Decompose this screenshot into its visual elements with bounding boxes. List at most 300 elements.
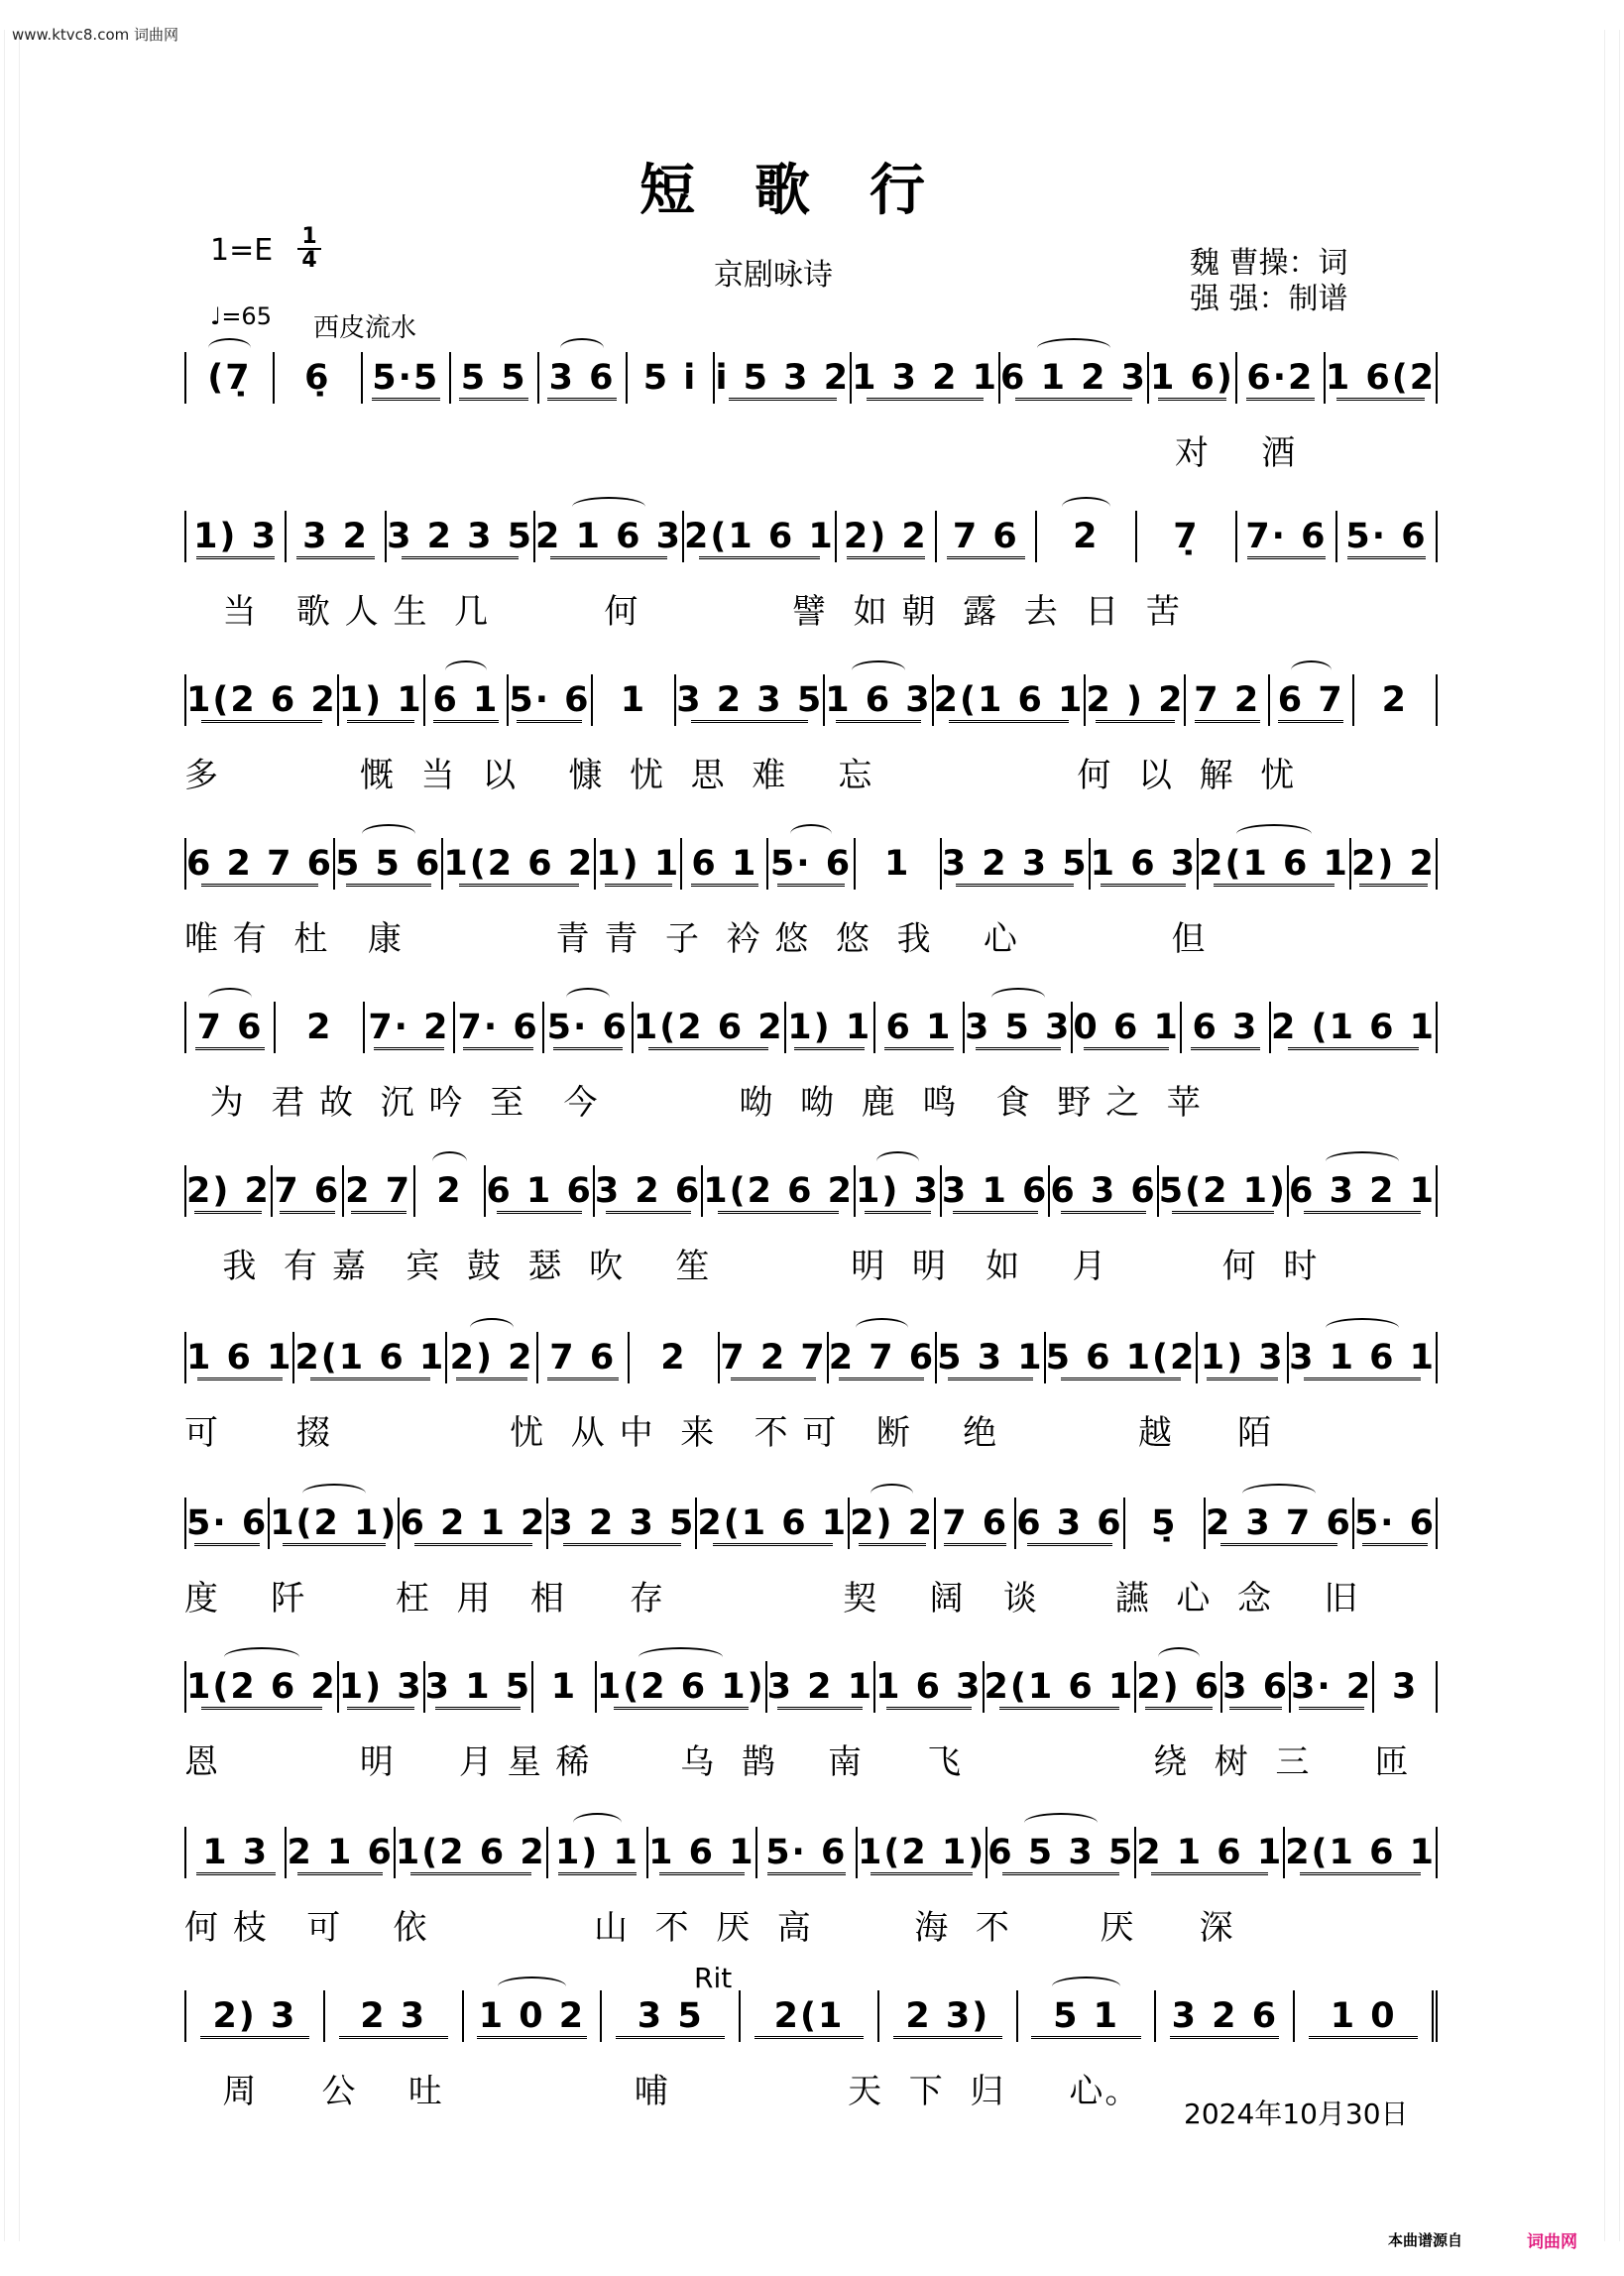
measure <box>1237 352 1326 404</box>
measure-notes: 1) 3 <box>338 1667 423 1707</box>
measure-notes: 7 6 <box>942 1503 1009 1543</box>
measure-notes: 5 i <box>642 358 698 398</box>
beam-underline <box>859 1543 926 1546</box>
measure <box>273 1165 344 1217</box>
measure-notes: 1(2 6 2 <box>443 844 595 884</box>
measure <box>768 838 855 890</box>
measure <box>875 1661 984 1713</box>
measure-notes: 2 <box>1073 517 1100 556</box>
slur-arc <box>560 338 603 358</box>
beam-underline <box>999 1707 1119 1710</box>
tempo-marking: ♩=65 <box>210 302 272 330</box>
beam-underline <box>195 1047 266 1050</box>
beam-underline <box>1214 884 1334 887</box>
beam-underline <box>1347 556 1426 559</box>
beam-underline <box>893 2036 1002 2039</box>
notes-line <box>184 838 1438 890</box>
slur-arc <box>856 1318 909 1338</box>
measure <box>1000 352 1149 404</box>
beam-underline <box>197 1378 283 1380</box>
measure-notes: 1 3 <box>202 1833 270 1872</box>
measure <box>186 511 287 562</box>
measure-notes: 7· 2 <box>368 1008 450 1047</box>
measure-notes: 5· 6 <box>186 1503 269 1543</box>
measure <box>344 1165 415 1217</box>
notes-line <box>184 1827 1438 1878</box>
lyric-line: 可 掇 忧 从 中 来 不 可 断 绝 越 陌 <box>184 1413 1273 1453</box>
beam-underline <box>865 1211 932 1214</box>
left-margin-strip <box>4 30 20 2241</box>
measure <box>741 1990 879 2042</box>
measure-notes: 1) 1 <box>787 1008 872 1047</box>
notes-line <box>184 674 1438 726</box>
lyric-line: 为 君 故 沉 吟 至 今 呦 呦 鹿 鸣 食 野 之 苹 <box>184 1083 1203 1123</box>
beam-underline <box>1061 1378 1181 1380</box>
measure <box>1182 1002 1271 1053</box>
page-title: 短歌行 <box>639 159 985 223</box>
beam-underline <box>1031 2036 1140 2039</box>
measure <box>837 511 937 562</box>
measure <box>1037 511 1137 562</box>
slur-arc <box>1326 1151 1399 1171</box>
measure-notes: 5· 6 <box>765 1833 848 1872</box>
site-watermark: www.ktvc8.com 词曲网 <box>12 26 179 44</box>
measure-notes: 2 <box>1381 680 1408 720</box>
measure <box>325 1990 464 2042</box>
notes-line <box>184 1165 1438 1217</box>
slur-arc <box>876 1151 918 1171</box>
measure <box>539 352 628 404</box>
measure-notes: 2(1 6 1 <box>294 1338 446 1378</box>
measure <box>942 838 1091 890</box>
measure-notes: 5· 6 <box>1353 1503 1437 1543</box>
slur-arc <box>302 1484 367 1503</box>
beam-underline <box>884 1047 955 1050</box>
measure-notes: 6 2 1 2 <box>400 1503 547 1543</box>
measure-notes: 2 1 6 <box>287 1833 394 1872</box>
beam-underline <box>1304 1211 1421 1214</box>
measure-notes: 2 1 6 3 <box>535 517 682 556</box>
measure-notes: 7 2 <box>1194 680 1261 720</box>
meter-bottom: 4 <box>297 248 321 272</box>
beam-underline <box>553 1047 624 1050</box>
measure <box>630 1332 721 1383</box>
measure <box>1046 1332 1199 1383</box>
measure <box>335 838 443 890</box>
beam-underline <box>847 556 925 559</box>
measure-notes: 2 7 6 <box>828 1338 936 1378</box>
measure-notes: 5 5 6 <box>334 844 442 884</box>
beam-underline <box>456 1378 527 1380</box>
measure <box>1016 1497 1124 1549</box>
measure-notes: 1 3 2 1 <box>852 358 999 398</box>
beam-underline <box>731 1378 816 1380</box>
measure <box>1354 1497 1438 1549</box>
measure-notes: 2) 2 <box>186 1171 271 1211</box>
slur-arc <box>573 1813 623 1833</box>
beam-underline <box>347 720 414 723</box>
slur-arc <box>208 338 251 358</box>
beam-underline <box>1096 720 1174 723</box>
measure-notes: 7· 6 <box>457 1008 539 1047</box>
slur-arc <box>790 824 833 844</box>
measure <box>684 511 837 562</box>
beam-underline <box>1278 720 1343 723</box>
measure-notes: 7· 6 <box>1245 517 1328 556</box>
measure <box>850 1497 936 1549</box>
measure <box>1198 1332 1289 1383</box>
measure-notes: 5(2 1) <box>1158 1171 1288 1211</box>
rit-marking: Rit <box>694 1962 733 1994</box>
measure-notes: 1 6 3 <box>825 680 932 720</box>
measure <box>544 1002 634 1053</box>
measure <box>852 352 1000 404</box>
beam-underline <box>459 884 579 887</box>
right-margin-strip <box>1604 30 1620 2241</box>
measure <box>509 674 593 726</box>
measure-notes: 5· 6 <box>1345 517 1428 556</box>
lyric-line: 当 歌 人 生 几 何 譬 如 朝 露 去 日 苦 <box>184 592 1182 632</box>
measure <box>455 1002 544 1053</box>
slur-arc <box>470 1318 515 1338</box>
measure <box>425 674 510 726</box>
measure <box>634 1002 786 1053</box>
measure-notes: 1(2 6 2 <box>703 1171 855 1211</box>
beam-underline <box>1195 720 1260 723</box>
slur-arc <box>638 1647 723 1667</box>
measure <box>186 1002 276 1053</box>
beam-underline <box>1304 1378 1421 1380</box>
measure <box>287 1827 395 1878</box>
measure-notes: 6 1 2 3 <box>1000 358 1147 398</box>
measure-notes: 2(1 6 1 <box>1199 844 1349 884</box>
footer-source: 本曲谱源自 <box>1388 2231 1463 2249</box>
measure <box>186 1990 325 2042</box>
slur-arc <box>572 497 645 517</box>
measure-notes: 3 1 6 <box>941 1171 1049 1211</box>
measure-notes: i 5 3 2 <box>715 358 851 398</box>
measure-notes: 2(1 6 1 <box>1285 1833 1436 1872</box>
measure <box>447 1332 538 1383</box>
beam-underline <box>201 1707 321 1710</box>
measure <box>1295 1990 1438 2042</box>
measure-notes: 6 3 2 1 <box>1289 1171 1437 1211</box>
beam-underline <box>699 556 819 559</box>
notes-line <box>184 1661 1438 1713</box>
date: 2024年10月30日 <box>1184 2097 1409 2130</box>
slur-arc <box>1062 497 1111 517</box>
measure-notes: 3 2 <box>302 517 369 556</box>
measure <box>186 674 339 726</box>
measure-notes: 1 6 3 <box>1090 844 1198 884</box>
beam-underline <box>1158 398 1227 401</box>
measure <box>1237 511 1337 562</box>
measure <box>294 1332 447 1383</box>
beam-underline <box>435 1707 521 1710</box>
measure-notes: 1 6 3 <box>875 1667 983 1707</box>
beam-underline <box>201 720 321 723</box>
beam-underline <box>718 1211 838 1214</box>
measure-notes: 3 2 1 <box>766 1667 874 1707</box>
measure <box>1374 1661 1438 1713</box>
slur-arc <box>870 1484 912 1503</box>
measure-notes: 5 5 <box>460 358 527 398</box>
beam-underline <box>1336 398 1425 401</box>
lyric-line: 度 阡 枉 用 相 存 契 阔 谈 讌 心 念 旧 <box>184 1579 1360 1618</box>
measure <box>602 1990 741 2042</box>
measure <box>1285 1827 1438 1878</box>
measure-notes: 2) 2 <box>843 517 928 556</box>
measure <box>186 1332 294 1383</box>
measure-notes: 3 1 6 1 <box>1289 1338 1437 1378</box>
measure-notes: 1(2 6 2 <box>395 1833 546 1872</box>
meter-top: 1 <box>301 224 317 249</box>
measure-notes: 3 2 3 5 <box>941 844 1089 884</box>
measure-notes: 2) 3 <box>212 1996 297 2036</box>
measure <box>1206 1497 1354 1549</box>
measure-notes: 2 3) <box>905 1996 990 2036</box>
measure-notes: 6 1 6 <box>486 1171 593 1211</box>
measure <box>715 352 852 404</box>
measure-notes: 6 3 6 <box>1016 1503 1123 1543</box>
measure-notes: 3 5 <box>637 1996 704 2036</box>
measure <box>415 1165 487 1217</box>
beam-underline <box>691 720 808 723</box>
lyric-line: 周 公 吐 哺 天 下 归 心。 <box>184 2072 1141 2111</box>
notes-line <box>184 1002 1438 1053</box>
measure-notes: 7 2 7 <box>720 1338 827 1378</box>
measure-notes: 5̣ <box>1151 1503 1178 1543</box>
measure-notes: 6 7 <box>1277 680 1344 720</box>
banshi-label: 西皮流水 <box>313 313 417 343</box>
measure-notes: 1 6 1 <box>186 1338 293 1378</box>
measure <box>1018 1990 1157 2042</box>
measure <box>275 352 363 404</box>
style-label: 京剧咏诗 <box>714 258 833 293</box>
measure-notes: 1(2 1) <box>858 1833 986 1872</box>
beam-underline <box>347 1707 414 1710</box>
measure-notes: 5· 6 <box>509 680 591 720</box>
measure-notes: 1(2 6 2 <box>186 680 337 720</box>
beam-underline <box>729 398 837 401</box>
beam-underline <box>280 1211 335 1214</box>
measure <box>1156 1990 1295 2042</box>
beam-underline <box>310 1378 430 1380</box>
beam-underline <box>196 556 275 559</box>
arranger: 强 强：制谱 <box>1190 282 1348 316</box>
beam-underline <box>949 720 1069 723</box>
measure <box>965 1002 1073 1053</box>
lyric-line: 我 有 嘉 宾 鼓 瑟 吹 笙 明 明 如 月 何 时 <box>184 1247 1320 1286</box>
measure <box>1351 838 1438 890</box>
measure-notes: 1 6) <box>1150 358 1234 398</box>
measure-notes: 1 <box>883 844 911 884</box>
beam-underline <box>944 1543 1006 1546</box>
measure <box>1199 838 1351 890</box>
measure-notes: 2(1 6 1 <box>933 680 1085 720</box>
measure-notes: 7 6 <box>274 1171 341 1211</box>
notes-line <box>184 511 1438 562</box>
measure-notes: 5 3 1 <box>937 1338 1044 1378</box>
slur-arc <box>1158 1647 1200 1667</box>
measure-notes: 1(2 6 2 <box>186 1667 337 1707</box>
measure <box>1091 838 1199 890</box>
beam-underline <box>754 2036 864 2039</box>
beam-underline <box>563 1543 680 1546</box>
measure-notes: (7̣ <box>207 358 252 398</box>
measure <box>1073 1002 1181 1053</box>
beam-underline <box>956 884 1073 887</box>
beam-underline <box>1084 1047 1169 1050</box>
beam-underline <box>1309 2036 1418 2039</box>
measure-notes: 2) 6 <box>1136 1667 1221 1707</box>
measure <box>464 1990 603 2042</box>
measure-notes: 6 3 6 <box>1050 1171 1157 1211</box>
measure <box>596 838 682 890</box>
beam-underline <box>648 1047 768 1050</box>
slur-arc <box>208 988 252 1008</box>
measure <box>703 1165 856 1217</box>
beam-underline <box>296 556 375 559</box>
measure-notes: 6̣ <box>304 358 331 398</box>
measure-notes: 6 5 3 5 <box>987 1833 1135 1872</box>
measure <box>593 674 677 726</box>
slur-arc <box>566 988 610 1008</box>
measure-notes: 1 6 1 <box>648 1833 755 1872</box>
beam-underline <box>777 1707 863 1710</box>
beam-underline <box>1002 1872 1119 1875</box>
beam-underline <box>1359 884 1427 887</box>
beam-underline <box>948 1378 1033 1380</box>
measure <box>648 1827 756 1878</box>
measure-notes: 2 <box>660 1338 687 1378</box>
measure <box>270 1497 400 1549</box>
measure <box>875 1002 965 1053</box>
lyricist: 魏 曹操：词 <box>1190 246 1348 281</box>
slur-arc <box>445 660 486 680</box>
beam-underline <box>1061 1211 1146 1214</box>
measure <box>987 1827 1136 1878</box>
measure-notes: 2 ) 2 <box>1086 680 1185 720</box>
beam-underline <box>713 1543 833 1546</box>
measure <box>1354 674 1439 726</box>
measure <box>186 1661 339 1713</box>
beam-underline <box>194 1211 262 1214</box>
beam-underline <box>794 1047 865 1050</box>
beam-underline <box>196 1872 276 1875</box>
measure-notes: 3 6 <box>548 358 616 398</box>
lyric-line: 何 枝 可 依 山 不 厌 高 海 不 厌 深 <box>184 1908 1235 1948</box>
measure <box>825 674 933 726</box>
beam-underline <box>606 1211 691 1214</box>
measure <box>1136 1661 1222 1713</box>
measure <box>1125 1497 1206 1549</box>
measure <box>186 352 275 404</box>
measure-notes: 1) 3 <box>193 517 278 556</box>
beam-underline <box>402 556 519 559</box>
measure-notes: 2 <box>436 1171 463 1211</box>
measure-notes: 2) 2 <box>1350 844 1436 884</box>
beam-underline <box>1015 398 1132 401</box>
measure <box>365 1002 454 1053</box>
measure <box>400 1497 548 1549</box>
measure-notes: 6 1 <box>691 844 758 884</box>
beam-underline <box>1229 1707 1283 1710</box>
measure <box>942 1165 1050 1217</box>
measure <box>858 1827 987 1878</box>
measure-notes: 3 2 3 5 <box>548 1503 696 1543</box>
measure-notes: 0 6 1 <box>1073 1008 1180 1047</box>
measure-notes: 3 6 <box>1222 1667 1290 1707</box>
time-signature <box>297 226 321 272</box>
measure <box>443 838 596 890</box>
measure <box>1337 511 1438 562</box>
measure <box>1086 674 1186 726</box>
measure <box>767 1661 875 1713</box>
measure-notes: 3 2 3 5 <box>676 680 824 720</box>
measure-notes: 7 6 <box>549 1338 617 1378</box>
measure-notes: 6 2 7 6 <box>186 844 333 884</box>
measure-notes: 1) 3 <box>856 1171 940 1211</box>
beam-underline <box>1172 1211 1274 1214</box>
measure-notes: 5·5 <box>372 358 440 398</box>
measure <box>186 838 335 890</box>
beam-underline <box>1151 1872 1268 1875</box>
measure <box>697 1497 850 1549</box>
measure-notes: 2 (1 6 1 <box>1271 1008 1436 1047</box>
slur-arc <box>1037 338 1110 358</box>
beam-underline <box>1027 1543 1112 1546</box>
beam-underline <box>339 2036 448 2039</box>
measure <box>387 511 535 562</box>
slur-arc <box>498 1977 566 1996</box>
measure <box>533 1661 597 1713</box>
slur-arc <box>224 1647 299 1667</box>
measure-notes: 3 2 3 5 <box>387 517 534 556</box>
measure <box>595 1165 703 1217</box>
measure <box>934 674 1087 726</box>
measure <box>597 1661 767 1713</box>
measure-notes: 3 <box>1391 1667 1419 1707</box>
measure-notes: 7 6 <box>196 1008 264 1047</box>
measure-notes: 2 3 <box>360 1996 427 2036</box>
measure-notes: 3 2 6 <box>594 1171 702 1211</box>
measure <box>757 1827 858 1878</box>
measure-notes: 6 1 <box>432 680 500 720</box>
measure-notes: 2 <box>306 1008 333 1047</box>
beam-underline <box>283 1543 385 1546</box>
beam-underline <box>691 884 758 887</box>
measure <box>720 1332 828 1383</box>
beam-underline <box>374 1047 444 1050</box>
measure-notes: 7 6 <box>952 517 1019 556</box>
beam-underline <box>1247 556 1326 559</box>
beam-underline <box>616 2036 725 2039</box>
slur-arc <box>432 1151 467 1171</box>
notes-line <box>184 1332 1438 1383</box>
measure <box>276 1002 365 1053</box>
beam-underline <box>410 1872 530 1875</box>
slur-arc <box>362 824 415 844</box>
measure-notes: 5 1 <box>1053 1996 1120 2036</box>
measure-notes: 6·2 <box>1246 358 1315 398</box>
beam-underline <box>839 1378 924 1380</box>
measure <box>786 1002 875 1053</box>
slur-arc <box>1024 1813 1098 1833</box>
beam-underline <box>1288 1047 1420 1050</box>
measure-notes: 2) 2 <box>850 1503 935 1543</box>
measure-notes: 1) 3 <box>1200 1338 1285 1378</box>
